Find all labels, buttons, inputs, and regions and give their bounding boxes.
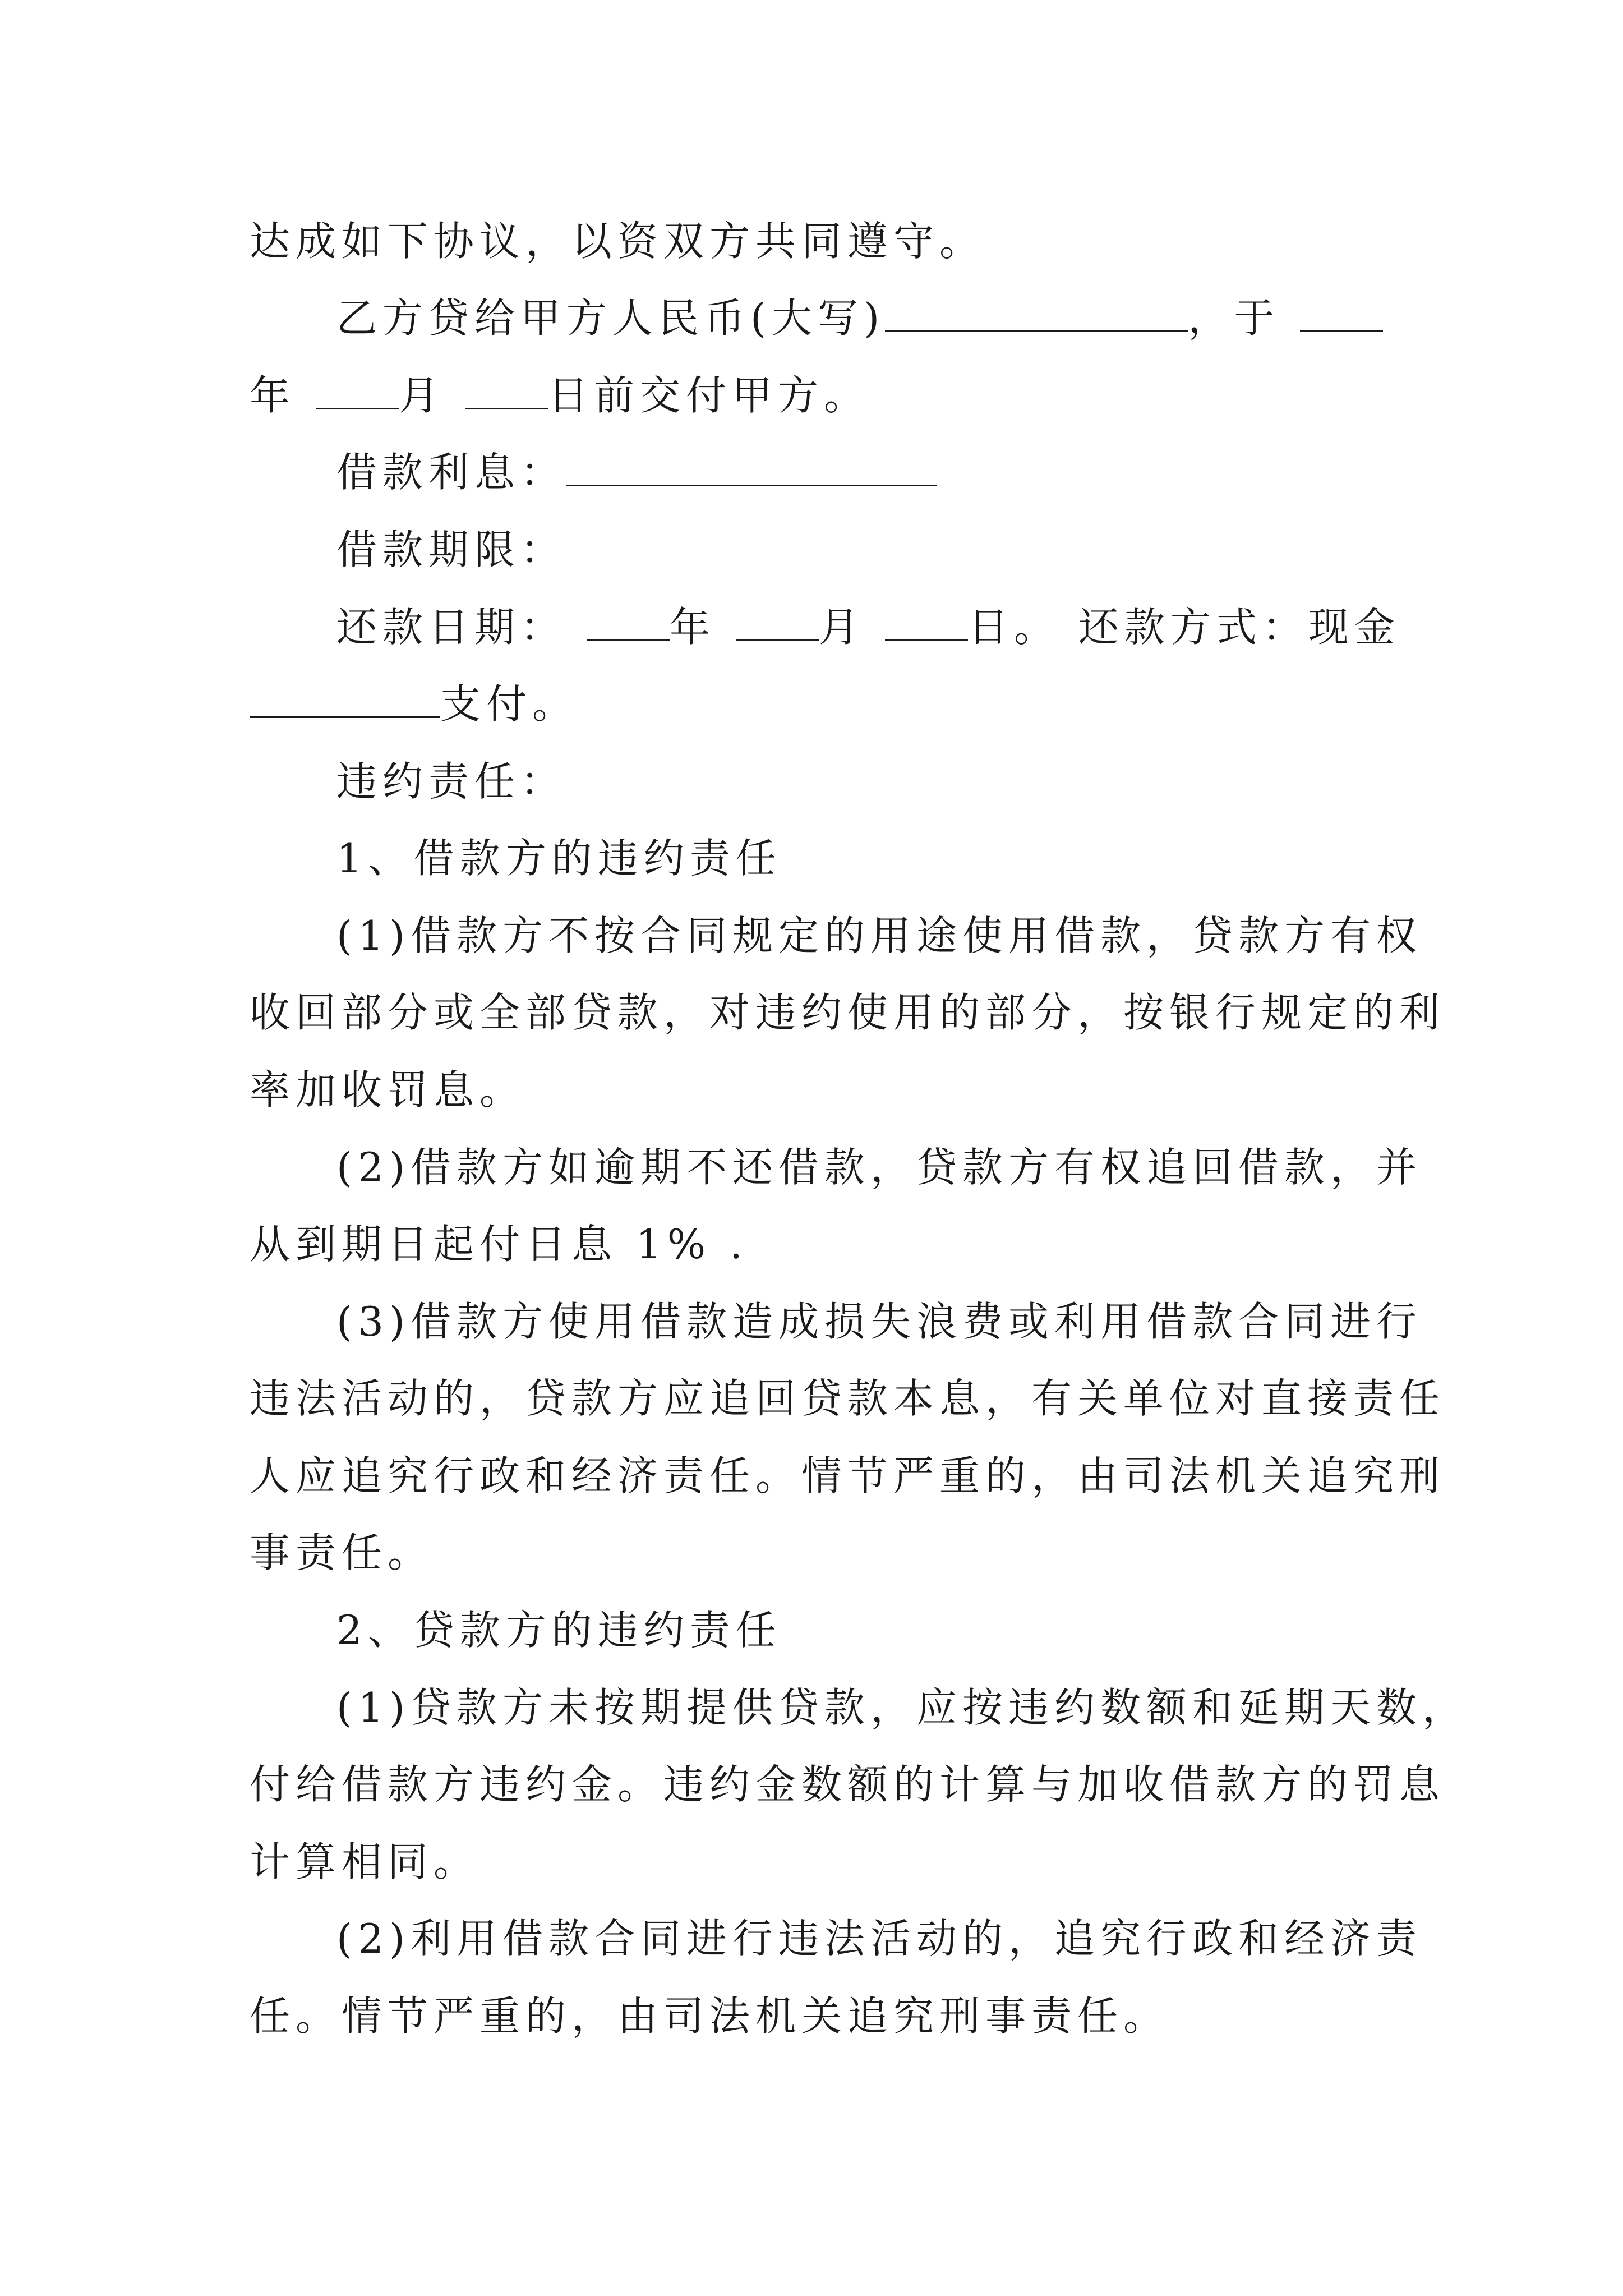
line-text: ，于 [1188,295,1280,342]
line-text: 事责任。 [250,1529,434,1576]
year-blank[interactable] [1300,293,1383,332]
line-text: 收回部分或全部贷款，对违约使用的部分，按银行规定的利 [250,989,1446,1036]
amount-blank[interactable] [885,293,1188,332]
line-text: (1)贷款方未按期提供贷款，应按违约数额和延期天数， [336,1684,1468,1731]
line-text: 月 [819,604,865,651]
text-line [336,756,566,807]
line-text: 月 [399,372,445,419]
text-line [336,1913,1422,1964]
line-text: (1)借款方不按合同规定的用途使用借款，贷款方有权 [336,912,1422,959]
text-line [250,370,870,421]
repay-month-blank[interactable] [736,602,819,641]
line-text: 人应追究行政和经济责任。情节严重的，由司法机关追究刑 [250,1452,1446,1499]
text-line [336,1682,1468,1733]
text-line [250,1451,1445,1501]
line-text: 借款期限： [336,526,567,573]
text-line [336,833,782,884]
text-line [336,447,937,498]
line-text: 还款日期： [336,604,567,651]
text-line [336,293,1383,343]
text-line [336,1296,1422,1347]
interest-blank[interactable] [566,448,937,486]
line-text: 违约责任： [336,758,567,805]
text-line [336,910,1422,961]
line-text: 日前交付甲方。 [548,372,870,419]
payment-method-blank[interactable] [250,679,440,718]
line-text: 1、借款方的违约责任 [336,835,782,882]
text-line [336,602,1400,652]
text-line [250,1219,748,1269]
month-blank[interactable] [316,371,399,409]
line-text: 年 [250,372,296,419]
line-text: 支付。 [440,680,579,728]
text-line [250,987,1445,1038]
line-text: 付给借款方违约金。违约金数额的计算与加收借款方的罚息 [250,1761,1446,1808]
text-line [336,1605,782,1655]
text-line [250,1527,434,1578]
text-line [250,1991,1169,2041]
text-line [250,1837,479,1887]
text-line [250,216,985,266]
text-line [250,1759,1445,1810]
line-text: 从到期日起付日息 1% . [250,1221,748,1268]
line-text: (2)借款方如逾期不还借款，贷款方有权追回借款，并 [336,1144,1422,1191]
line-text: 达成如下协议，以资双方共同遵守。 [250,218,986,265]
line-text: 任。情节严重的，由司法机关追究刑事责任。 [250,1993,1170,2040]
line-text: (3)借款方使用借款造成损失浪费或利用借款合同进行 [336,1298,1422,1345]
line-text: 2、贷款方的违约责任 [336,1607,782,1654]
line-text: 率加收罚息。 [250,1066,526,1114]
line-text: 借款利息： [336,449,567,496]
line-text: 年 [670,604,716,651]
line-text: 日。 还款方式：现金 [968,604,1400,651]
text-line [336,1142,1422,1193]
day-blank[interactable] [465,371,548,409]
line-text: 计算相同。 [250,1838,480,1885]
line-text: (2)利用借款合同进行违法活动的，追究行政和经济责 [336,1915,1422,1962]
line-text: 乙方贷给甲方人民币(大写) [336,295,886,342]
text-line [336,524,566,575]
repay-year-blank[interactable] [587,602,670,641]
text-line [250,1373,1445,1424]
text-line [250,1065,525,1115]
text-line [250,679,578,729]
repay-day-blank[interactable] [885,602,968,641]
line-text: 违法活动的，贷款方应追回贷款本息，有关单位对直接责任 [250,1375,1446,1422]
